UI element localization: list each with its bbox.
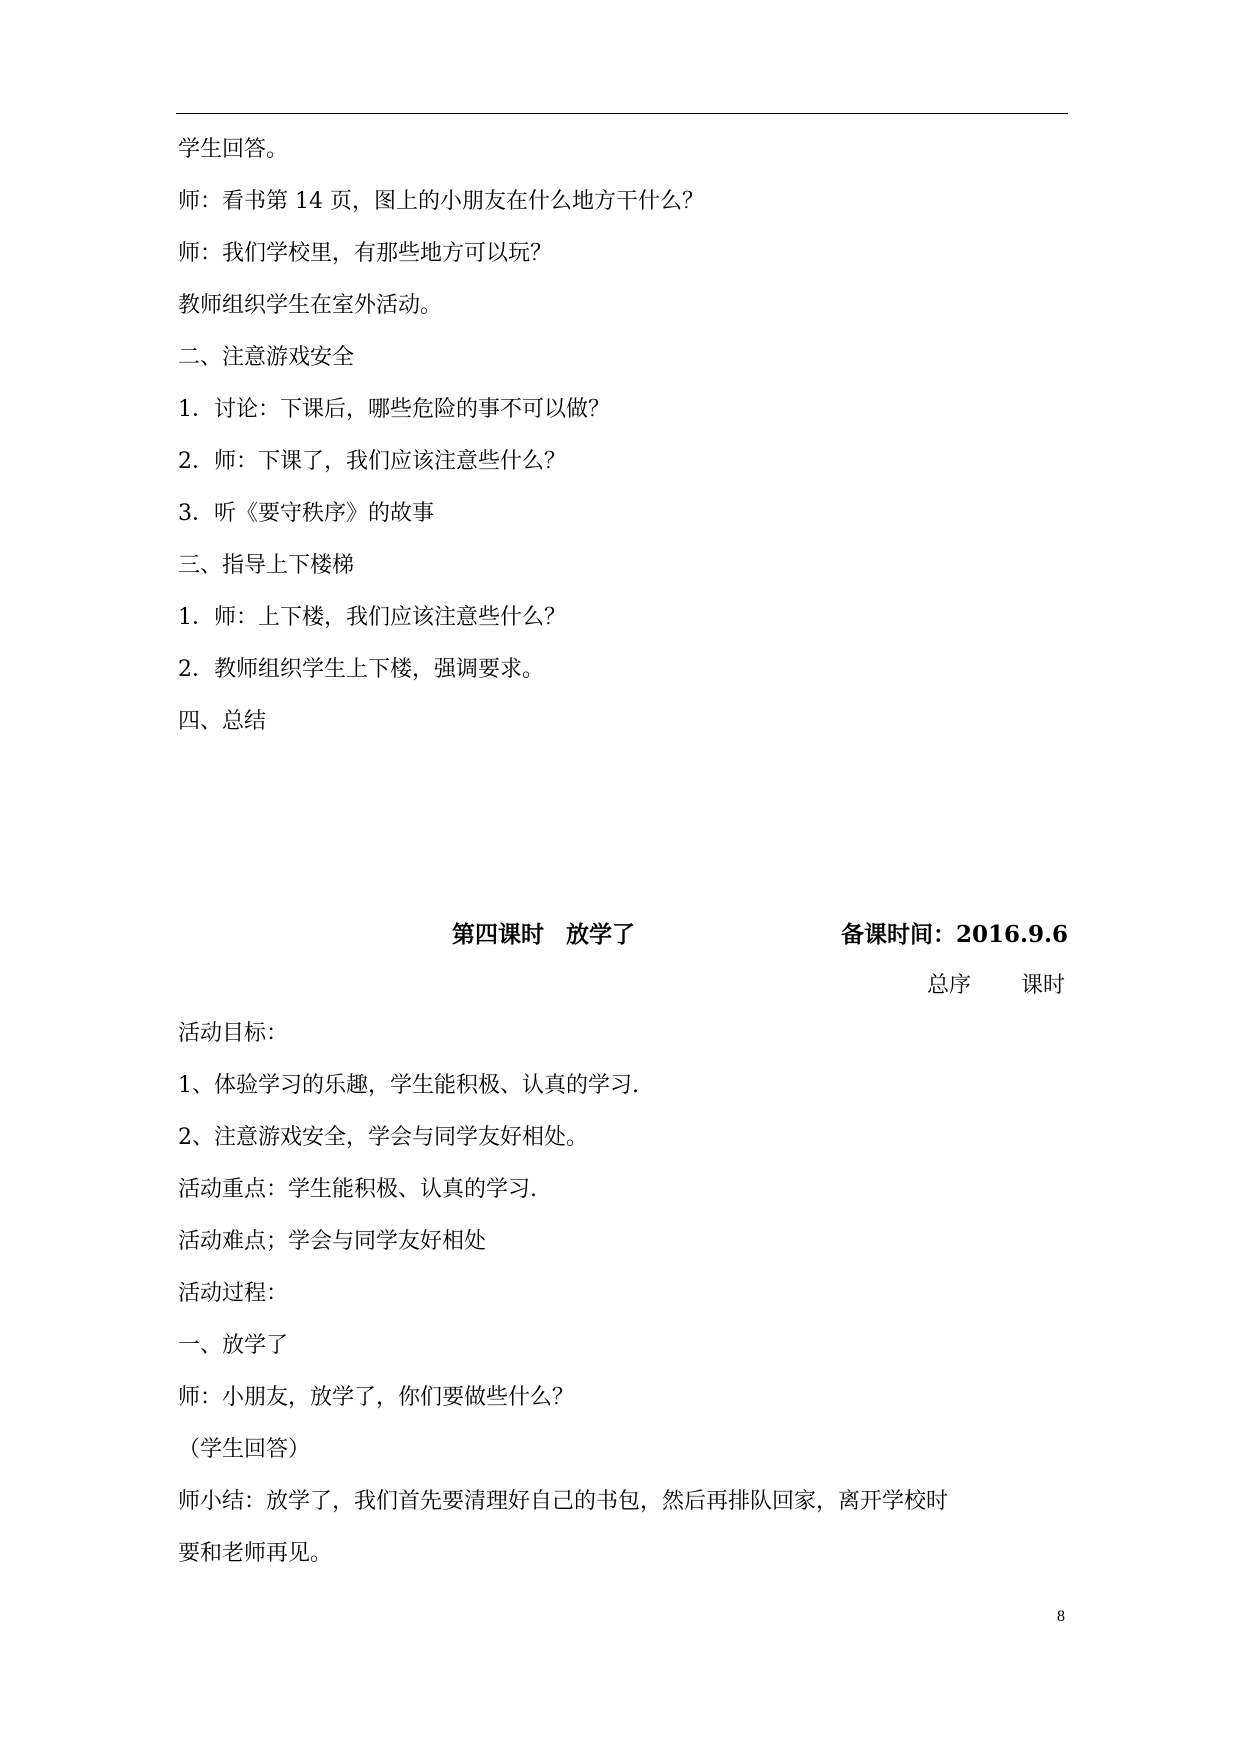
text-line: 2．教师组织学生上下楼，强调要求。 (178, 657, 544, 682)
text-line: 教师组织学生在室外活动。 (178, 293, 443, 318)
text-line: 师：小朋友，放学了，你们要做些什么？ (178, 1385, 575, 1410)
order-label: 总序 (926, 973, 971, 998)
lesson-name: 放学了 (566, 921, 635, 948)
section-heading: 三、指导上下楼梯 (178, 553, 355, 578)
lesson-number: 第四课时 (452, 921, 544, 948)
text-line: 师：看书第 14 页，图上的小朋友在什么地方干什么？ (178, 189, 704, 214)
text-line: 1、体验学习的乐趣，学生能积极、认真的学习. (178, 1073, 639, 1098)
text-line: 要和老师再见。 (178, 1541, 333, 1566)
order-line (927, 968, 1065, 999)
section-heading: 一、放学了 (178, 1333, 289, 1358)
text-line: 活动目标： (178, 1021, 289, 1046)
lesson-title (452, 916, 635, 949)
page-number: 8 (1057, 1608, 1065, 1625)
text-line: 活动过程： (178, 1281, 289, 1306)
text-line: 2、注意游戏安全，学会与同学友好相处。 (178, 1125, 588, 1150)
text-line: 学生回答。 (178, 137, 289, 162)
text-line: 1．讨论：下课后，哪些危险的事不可以做？ (178, 397, 610, 422)
text-line: 2．师：下课了，我们应该注意些什么？ (178, 449, 566, 474)
prep-date: 备课时间：2016.9.6 (840, 921, 1068, 948)
text-line: （学生回答） (178, 1437, 311, 1462)
section-heading: 四、总结 (178, 709, 267, 734)
text-line: 师小结：放学了，我们首先要清理好自己的书包，然后再排队回家，离开学校时 (178, 1489, 949, 1514)
hours-label: 课时 (1020, 973, 1065, 998)
text-line: 3．听《要守秩序》的故事 (178, 501, 434, 526)
section-heading: 二、注意游戏安全 (178, 345, 355, 370)
text-line: 活动难点；学会与同学友好相处 (178, 1229, 487, 1254)
text-line: 活动重点：学生能积极、认真的学习. (178, 1177, 537, 1202)
text-line: 师：我们学校里，有那些地方可以玩？ (178, 241, 553, 266)
text-line: 1．师：上下楼，我们应该注意些什么？ (178, 605, 566, 630)
header-rule (176, 113, 1068, 114)
